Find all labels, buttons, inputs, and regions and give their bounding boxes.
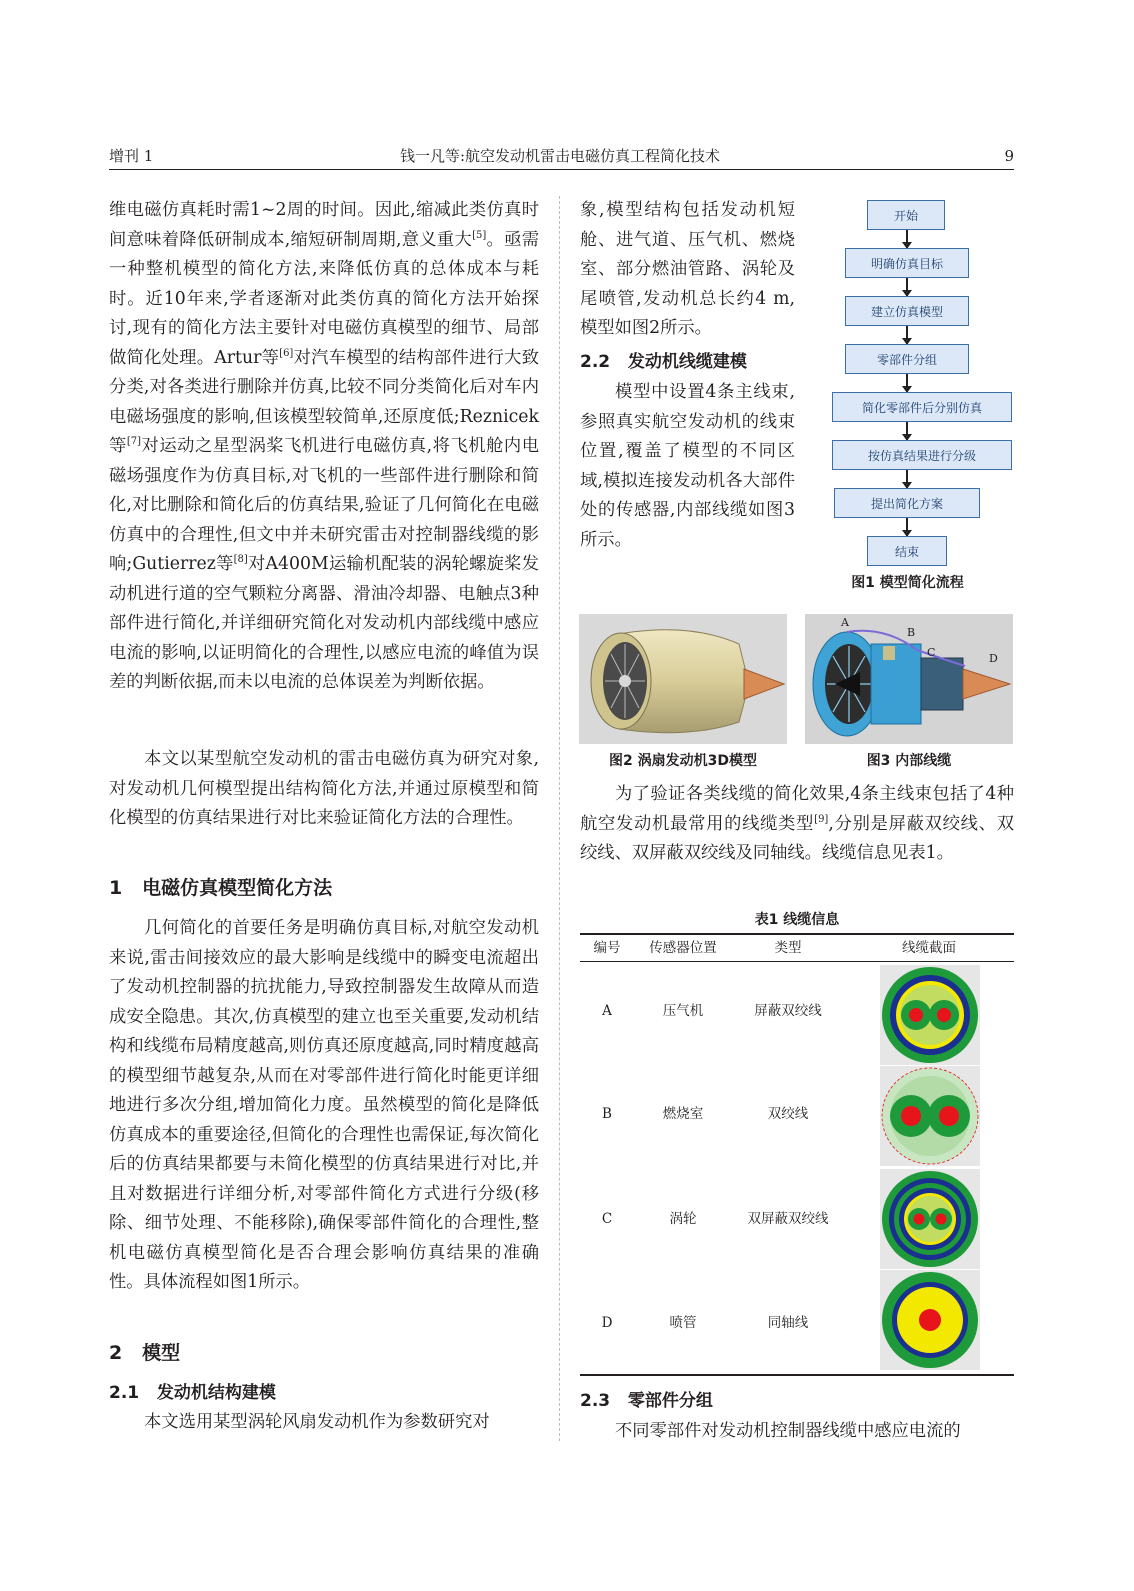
- fig3-label-b: B: [907, 626, 916, 639]
- flow-arrow: [906, 278, 908, 296]
- column-divider: [559, 196, 560, 1441]
- cable-section-double-shielded-twisted-pair: [880, 1169, 980, 1269]
- flow-step-propose: 提出简化方案: [834, 488, 980, 518]
- flow-step-grouping: 零部件分组: [845, 344, 969, 374]
- section-1-heading: 1 电磁仿真模型简化方法: [109, 877, 333, 899]
- row-d-position: 喷管: [669, 1315, 697, 1331]
- figure-1-caption: 图1 模型简化流程: [851, 575, 964, 591]
- flow-step-define-target: 明确仿真目标: [845, 248, 969, 278]
- flow-arrow: [906, 230, 908, 248]
- row-d-type: 同轴线: [767, 1315, 809, 1331]
- paragraph-2: 本文以某型航空发动机的雷击电磁仿真为研究对象,对发动机几何模型提出结构简化方法,并通过原模型和简化模型的仿真结果进行对比来验证简化方法的合理性。: [109, 749, 539, 828]
- cable-section-coaxial: [880, 1270, 980, 1370]
- paragraph-5: 象,模型结构包括发动机短舱、进气道、压气机、燃烧室、部分燃油管路、涡轮及尾喷管,发动机总长约4 m,模型如图2所示。: [580, 200, 795, 338]
- section-2-3-heading: 2.3 零部件分组: [580, 1391, 713, 1411]
- figure-3-caption: 图3 内部线缆: [866, 753, 952, 769]
- cable-section-shielded-twisted-pair: [880, 965, 980, 1065]
- row-c-id: C: [601, 1211, 613, 1227]
- flow-step-end: 结束: [867, 536, 947, 566]
- flow-step-classify: 按仿真结果进行分级: [832, 440, 1012, 470]
- section-2-1-heading: 2.1 发动机结构建模: [109, 1383, 276, 1403]
- flow-arrow: [906, 422, 908, 440]
- fig3-label-d: D: [989, 652, 998, 665]
- cable-section-twisted-pair: [880, 1066, 980, 1166]
- header-rule: [109, 169, 1014, 170]
- section-2-heading: 2 模型: [109, 1342, 181, 1364]
- row-d-id: D: [601, 1315, 613, 1331]
- figure-3-cable-image: [805, 614, 1013, 744]
- journal-issue: 增刊 1: [109, 147, 154, 165]
- paragraph-6: 模型中设置4条主线束,参照真实航空发动机的线束位置,覆盖了模型的不同区域,模拟连接发动机各大部件处的传感器,内部线缆如图3所示。: [580, 382, 795, 550]
- row-a-position: 压气机: [662, 1003, 704, 1019]
- fig3-label-a: A: [841, 616, 849, 629]
- flow-step-start: 开始: [867, 200, 945, 230]
- row-b-id: B: [602, 1106, 612, 1122]
- flow-step-simulate: 简化零部件后分别仿真: [832, 392, 1012, 422]
- paragraph-7: 为了验证各类线缆的简化效果,4条主线束包括了4种航空发动机最常用的线缆类型[9],分别是屏蔽双绞线、双绞线、双屏蔽双绞线及同轴线。线缆信息见表1。: [580, 784, 1014, 863]
- table-bottom-rule: [580, 1374, 1014, 1376]
- paragraph-8: 不同零部件对发动机控制器线缆中感应电流的: [615, 1421, 961, 1441]
- figure-2-caption: 图2 涡扇发动机3D模型: [609, 753, 757, 769]
- row-b-position: 燃烧室: [662, 1106, 704, 1122]
- table-top-rule: [580, 933, 1014, 935]
- row-c-type: 双屏蔽双绞线: [747, 1211, 829, 1227]
- running-title: 钱一凡等:航空发动机雷击电磁仿真工程简化技术: [399, 147, 721, 165]
- row-b-type: 双绞线: [767, 1106, 809, 1122]
- table-header-position: 传感器位置: [649, 940, 717, 956]
- section-2-2-heading: 2.2 发动机线缆建模: [580, 352, 747, 372]
- table-header-id: 编号: [593, 940, 621, 956]
- flow-step-build-model: 建立仿真模型: [845, 296, 969, 326]
- page-number: 9: [1004, 147, 1014, 165]
- row-a-type: 屏蔽双绞线: [754, 1003, 822, 1019]
- paragraph-4: 本文选用某型涡轮风扇发动机作为参数研究对: [144, 1412, 490, 1432]
- figure-2-engine-image: [579, 614, 787, 744]
- table-header-rule: [580, 961, 1014, 962]
- table-header-section: 线缆截面: [902, 940, 956, 956]
- flow-arrow: [906, 326, 908, 344]
- paragraph-3: 几何简化的首要任务是明确仿真目标,对航空发动机来说,雷击间接效应的最大影响是线缆中的瞬变电流超出了发动机控制器的抗扰能力,导致控制器发生故障从而造成安全隐患。其次,仿真模型的建立也至关重要,发动机结构和线缆布局精度越高,则仿真还原度越高,同时精度越高的模型细节越复杂,从而在对零部件进行简化时能更详细地进行多次分组,增加简化力度。虽然模型的简化是降低仿真成本的重要途径,但简化的合理性也需保证,每次简化后的仿真结果都要与未简化模型的仿真结果进行对比,并且对数据进行详细分析,对零部件简化方式进行分级(移除、细节处理、不能移除),确保零部件简化的合理性,整机电磁仿真模型简化是否合理会影响仿真结果的准确性。具体流程如图1所示。: [109, 918, 539, 1292]
- fig3-label-c: C: [927, 646, 936, 659]
- flow-arrow: [906, 374, 908, 392]
- row-a-id: A: [602, 1003, 612, 1019]
- table-1-caption: 表1 线缆信息: [754, 912, 840, 928]
- row-c-position: 涡轮: [669, 1211, 697, 1227]
- flow-arrow: [906, 470, 908, 488]
- table-header-type: 类型: [774, 940, 802, 956]
- flow-arrow: [906, 518, 908, 536]
- paragraph-1: 维电磁仿真耗时需1~2周的时间。因此,缩减此类仿真时间意味着降低研制成本,缩短研制周期,意义重大[5]。亟需一种整机模型的简化方法,来降低仿真的总体成本与耗时。近10年来,学者逐渐对此类仿真的简化方法开始探讨,现有的简化方法主要针对电磁仿真模型的细节、局部做简化处理。Artur等[6]对汽车模型的结构部件进行大致分类,对各类进行删除并仿真,比较不同分类简化后对车内电磁场强度的影响,但该模型较简单,还原度低;Reznicek等[7]对运动之星型涡桨飞机进行电磁仿真,将飞机舱内电磁场强度作为仿真目标,对飞机的一些部件进行删除和简化,对比删除和简化后的仿真结果,验证了几何简化在电磁仿真中的合理性,但文中并未研究雷击对控制器线缆的影响;Gutierrez等[8]对A400M运输机配装的涡轮螺旋桨发动机进行道的空气颗粒分离器、滑油冷却器、电触点3种部件进行简化,并详细研究简化对发动机内部线缆中感应电流的影响,以证明简化的合理性,以感应电流的峰值为误差的判断依据,而未以电流的总体误差为判断依据。: [109, 200, 540, 692]
